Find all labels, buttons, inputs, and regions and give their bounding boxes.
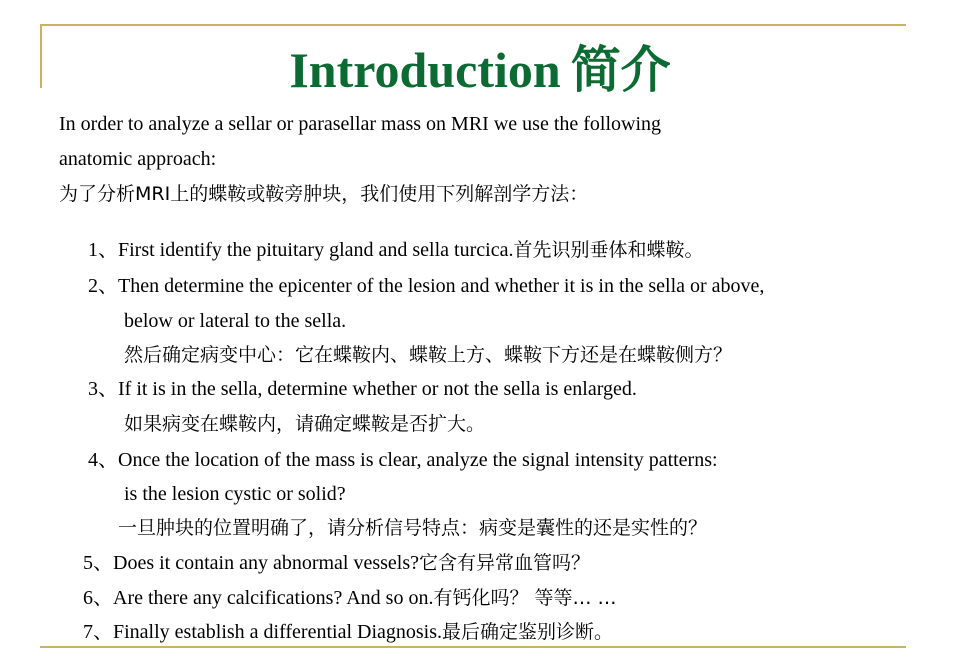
slide-title	[0, 38, 960, 102]
intro-line-1: In order to analyze a sellar or parasellar mass on MRI we use the following	[59, 113, 662, 135]
step-text: Does it contain any abnormal vessels?	[113, 552, 420, 574]
title-chinese: 简介	[570, 41, 671, 99]
step-2-chinese: 然后确定病变中心：它在蝶鞍内、蝶鞍上方、蝶鞍下方还是在蝶鞍侧方？	[124, 344, 733, 366]
step-3-chinese: 如果病变在蝶鞍内，请确定蝶鞍是否扩大。	[124, 413, 486, 435]
intro-line-2: anatomic approach:	[59, 148, 217, 170]
step-number: 2、	[88, 275, 118, 297]
step-1	[88, 236, 703, 264]
step-text: Once the location of the mass is clear, analyze the signal intensity patterns:	[118, 449, 718, 471]
step-4	[88, 446, 718, 474]
step-number: 1、	[88, 239, 118, 261]
step-number: 3、	[88, 378, 118, 400]
step-2-continuation: below or lateral to the sella.	[124, 310, 347, 332]
step-chinese: 有钙化吗？ 等等… …	[433, 587, 617, 609]
intro-chinese: 为了分析MRI上的蝶鞍或鞍旁肿块，我们使用下列解剖学方法：	[59, 183, 589, 205]
step-7	[83, 618, 613, 646]
step-chinese: 它含有异常血管吗？	[419, 552, 591, 574]
step-6	[83, 584, 617, 612]
title-english: Introduction	[289, 42, 561, 98]
step-5	[83, 549, 590, 577]
step-number: 5、	[83, 552, 113, 574]
step-text: Then determine the epicenter of the lesion and whether it is in the sella or above,	[118, 275, 765, 297]
step-number: 6、	[83, 587, 113, 609]
step-2	[88, 272, 764, 300]
step-4-chinese: 一旦肿块的位置明确了，请分析信号特点：病变是囊性的还是实性的？	[118, 517, 708, 539]
step-text: First identify the pituitary gland and sella turcica.	[118, 239, 514, 261]
step-text: Finally establish a differential Diagnosis.	[113, 621, 443, 643]
slide-frame-bottom-border	[40, 646, 906, 648]
step-number: 7、	[83, 621, 113, 643]
step-text: If it is in the sella, determine whether or not the sella is enlarged.	[118, 378, 637, 400]
step-4-continuation: is the lesion cystic or solid?	[124, 483, 346, 505]
step-text: Are there any calcifications? And so on.	[113, 587, 434, 609]
step-chinese: 首先识别垂体和蝶鞍。	[513, 239, 704, 261]
slide-frame-top-border	[40, 24, 906, 26]
step-number: 4、	[88, 449, 118, 471]
step-chinese: 最后确定鉴别诊断。	[442, 621, 614, 643]
step-3	[88, 375, 637, 403]
